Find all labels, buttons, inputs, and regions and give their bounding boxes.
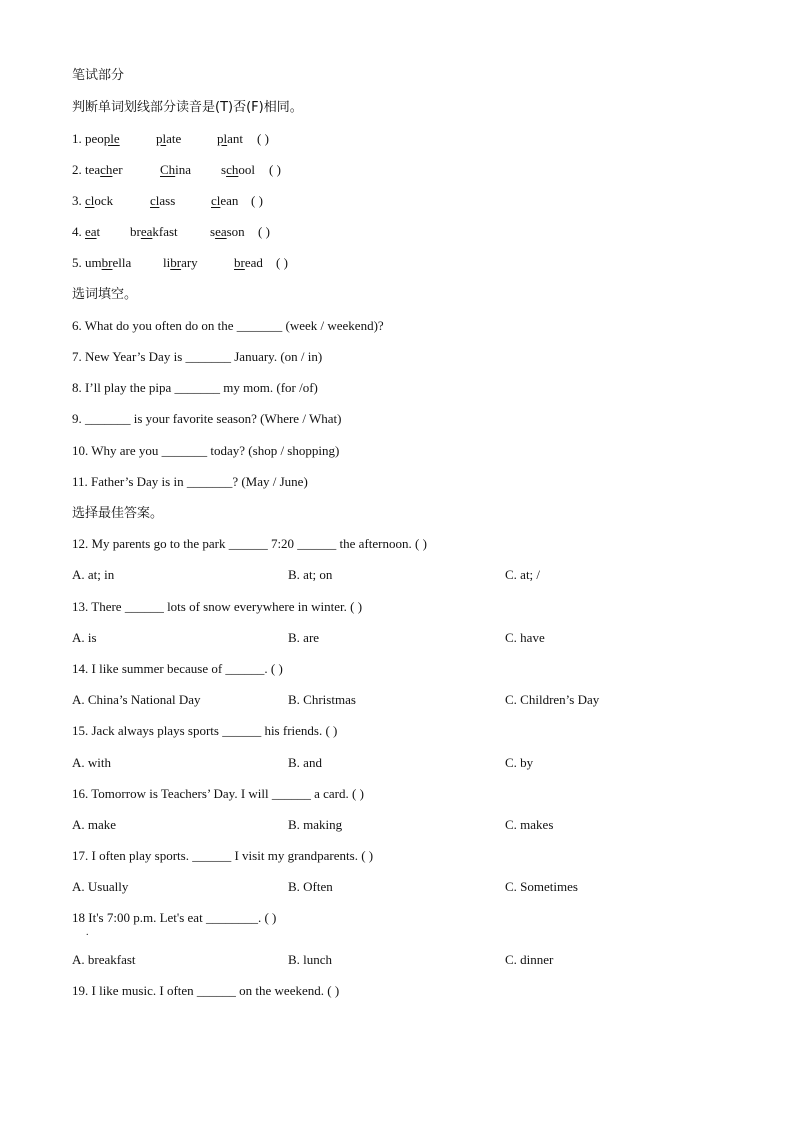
- part2-instruction: 选词填空。: [72, 287, 138, 302]
- option-a[interactable]: A. at; in: [72, 567, 115, 582]
- option-a[interactable]: A. with: [72, 755, 111, 770]
- option-b[interactable]: B. lunch: [288, 952, 333, 967]
- fill-item-11: 11. Father’s Day is in _______? (May / June): [72, 474, 308, 489]
- answer-blank[interactable]: ( ): [258, 224, 270, 239]
- part3-instruction: 选择最佳答案。: [72, 506, 164, 521]
- option-c[interactable]: C. by: [505, 755, 534, 770]
- underlined-letters: br: [170, 255, 182, 270]
- option-a[interactable]: A. China’s National Day: [72, 692, 201, 707]
- question-19: 19. I like music. I often ______ on the weekend. ( ): [72, 983, 340, 998]
- underlined-letters: ple: [103, 131, 120, 146]
- option-b[interactable]: B. and: [288, 755, 322, 770]
- question-17: 17. I often play sports. ______ I visit my grandparents. ( ): [72, 848, 374, 863]
- option-a[interactable]: A. is: [72, 630, 97, 645]
- underlined-letters: ch: [100, 162, 113, 177]
- underlined-letters: br: [101, 255, 113, 270]
- question-15: 15. Jack always plays sports ______ his friends. ( ): [72, 723, 338, 738]
- option-b[interactable]: B. Often: [288, 879, 333, 894]
- fill-item-9: 9. _______ is your favorite season? (Where / What): [72, 411, 342, 426]
- section-title-written: 笔试部分: [72, 68, 125, 83]
- fill-item-7: 7. New Year’s Day is _______ January. (on / in): [72, 349, 323, 364]
- fill-item-6: 6. What do you often do on the _______ (week / weekend)?: [72, 318, 384, 333]
- part1-instruction: 判断单词划线部分读音是(T)否(F)相同。: [72, 100, 303, 115]
- option-a[interactable]: A. make: [72, 817, 117, 832]
- answer-blank[interactable]: ( ): [257, 131, 269, 146]
- option-b[interactable]: B. are: [288, 630, 320, 645]
- question-14: 14. I like summer because of ______. ( ): [72, 661, 283, 676]
- option-c[interactable]: C. Sometimes: [505, 879, 578, 894]
- answer-blank[interactable]: ( ): [269, 162, 281, 177]
- option-a[interactable]: A. Usually: [72, 879, 129, 894]
- fill-item-8: 8. I’ll play the pipa _______ my mom. (for /of): [72, 380, 318, 395]
- option-c[interactable]: C. Children’s Day: [505, 692, 600, 707]
- question-18: 18 It's 7:00 p.m. Let's eat ________. ( ): [72, 910, 277, 925]
- underlined-letters: Ch: [160, 162, 176, 177]
- underlined-letters: pl: [217, 131, 228, 146]
- option-b[interactable]: B. Christmas: [288, 692, 356, 707]
- underlined-letters: cl: [85, 193, 95, 208]
- question-13: 13. There ______ lots of snow everywhere in winter. ( ): [72, 599, 363, 614]
- option-c[interactable]: C. makes: [505, 817, 554, 832]
- underlined-letters: cl: [211, 193, 221, 208]
- underlined-letters: cl: [150, 193, 160, 208]
- underlined-letters: ch: [226, 162, 239, 177]
- underlined-letters: pl: [156, 131, 167, 146]
- option-b[interactable]: B. making: [288, 817, 343, 832]
- question-16: 16. Tomorrow is Teachers’ Day. I will ______ a card. ( ): [72, 786, 364, 801]
- underlined-letters: br: [234, 255, 245, 270]
- question-12: 12. My parents go to the park ______ 7:20 ______ the afternoon. ( ): [72, 536, 427, 551]
- underlined-letters: ea: [85, 224, 97, 239]
- option-c[interactable]: C. dinner: [505, 952, 554, 967]
- worksheet-page: 笔试部分 判断单词划线部分读音是(T)否(F)相同。 1. people plate plant ( ) 2. teacher China school ( ) 3. clock class clean ( ) 4. eat breakfast season ( ) 5. umbrella library bread ( ) 选词填空。 6. What do you often do on the _______ (week / weekend)? 7. New Year’s Day is _______ January. (on / in) 8. I’ll play the pipa _______ my mom. (for /of) 9. _______ is your favorite season? (Where / What) 10. Why are you _______ today? (shop / shopping) 11. Father’s Day is in _______? (May / June) 选择最佳答案。 12. My parents go to the park ______ 7:20 ______ the afternoon. ( ) A. at; in B. at; on C. at; / 13. There ______ lots of snow everywhere in winter. ( ) A. is B. are C. have 14. I like summer because of ______. ( ) A. China’s National Day B. Christmas C. Children’s Day 15. Jack always plays sports ______ his friends. ( ) A. with B. and C. by 16. Tomorrow is Teachers’ Day. I will ______ a card. ( ) A. make B. making C. makes 17. I often play sports. ______ I visit my grandparents. ( ) A. Usually B. Often C. Sometimes 18 It's 7:00 p.m. Let's eat ________. ( ) . A. breakfast B. lunch C. dinner 19. I like music. I often ______ on the weekend. ( ): [72, 68, 600, 998]
- option-c[interactable]: C. have: [505, 630, 545, 645]
- underlined-letters: ea: [215, 224, 227, 239]
- option-a[interactable]: A. breakfast: [72, 952, 136, 967]
- underlined-letters: ea: [140, 224, 153, 239]
- fill-item-10: 10. Why are you _______ today? (shop / shopping): [72, 443, 340, 458]
- stray-dot: .: [86, 927, 89, 938]
- option-b[interactable]: B. at; on: [288, 567, 333, 582]
- option-c[interactable]: C. at; /: [505, 567, 541, 582]
- answer-blank[interactable]: ( ): [276, 255, 288, 270]
- answer-blank[interactable]: ( ): [251, 193, 263, 208]
